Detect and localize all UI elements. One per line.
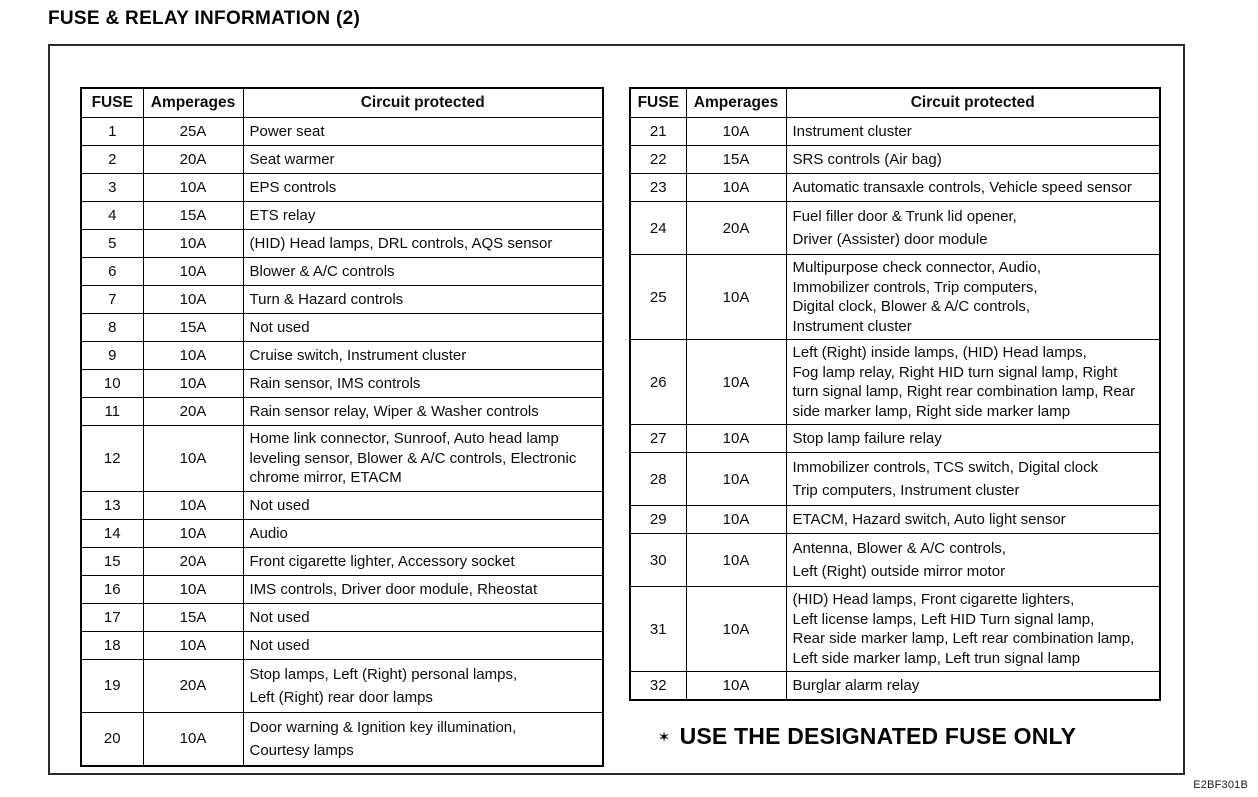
circuit-line: Left (Right) inside lamps, (HID) Head lamps, (792, 344, 1087, 361)
fuse-table-left (80, 87, 604, 767)
circuit-line: Left (Right) outside mirror motor (792, 563, 1006, 580)
fuse-circuit (243, 398, 603, 426)
fuse-number: 6 (81, 258, 143, 286)
fuse-row (630, 587, 1160, 672)
fuse-amperage: 20A (686, 202, 786, 255)
right-column (629, 87, 1161, 750)
fuse-row (630, 146, 1160, 174)
fuse-number: 8 (81, 314, 143, 342)
fuse-number: 31 (630, 587, 686, 672)
fuse-number: 13 (81, 491, 143, 519)
fuse-circuit (786, 453, 1160, 506)
fuse-row (81, 519, 603, 547)
fuse-amperage: 10A (686, 534, 786, 587)
fuse-number: 17 (81, 603, 143, 631)
circuit-line: Instrument cluster (792, 317, 912, 335)
fuse-amperage: 10A (143, 519, 243, 547)
fuse-table-right (629, 87, 1161, 701)
fuse-amperage: 10A (686, 340, 786, 425)
fuse-amperage: 10A (143, 174, 243, 202)
fuse-number: 29 (630, 506, 686, 534)
fuse-circuit (786, 255, 1160, 340)
fuse-row (630, 534, 1160, 587)
fuse-row (630, 118, 1160, 146)
fuse-number: 11 (81, 398, 143, 426)
fuse-row (81, 202, 603, 230)
fuse-number: 32 (630, 672, 686, 701)
circuit-line: Home link connector, Sunroof, Auto head lamp (249, 430, 559, 447)
fuse-circuit (786, 202, 1160, 255)
fuse-amperage: 20A (143, 146, 243, 174)
fuse-circuit (243, 712, 603, 766)
circuit-line: Instrument cluster (792, 123, 912, 140)
column-header-circuit: Circuit protected (243, 88, 603, 118)
fuse-number: 26 (630, 340, 686, 425)
fuse-amperage: 10A (143, 342, 243, 370)
circuit-line: Not used (249, 636, 310, 654)
fuse-row (630, 672, 1160, 701)
fuse-circuit (786, 425, 1160, 453)
circuit-line: Rain sensor, IMS controls (249, 375, 421, 392)
fuse-circuit (243, 202, 603, 230)
fuse-number: 9 (81, 342, 143, 370)
fuse-amperage: 10A (143, 575, 243, 603)
fuse-circuit (786, 587, 1160, 672)
fuse-amperage: 10A (143, 491, 243, 519)
fuse-amperage: 10A (686, 174, 786, 202)
fuse-amperage: 10A (143, 286, 243, 314)
fuse-number: 23 (630, 174, 686, 202)
fuse-row (630, 425, 1160, 453)
fuse-row (81, 398, 603, 426)
star-icon: ✶ (657, 729, 671, 746)
fuse-number: 14 (81, 519, 143, 547)
circuit-line: Rain sensor relay, Wiper & Washer controls (249, 403, 539, 420)
circuit-line: ETACM, Hazard switch, Auto light sensor (792, 511, 1066, 528)
circuit-line: Fog lamp relay, Right HID turn signal lamp, Right (792, 363, 1118, 381)
circuit-line: Automatic transaxle controls, Vehicle speed sensor (792, 179, 1132, 196)
column-header-circuit: Circuit protected (786, 88, 1160, 118)
circuit-line: Door warning & Ignition key illumination, (249, 718, 517, 736)
fuse-row (81, 631, 603, 659)
fuse-amperage: 10A (143, 631, 243, 659)
fuse-row (81, 342, 603, 370)
fuse-row (81, 118, 603, 146)
fuse-row (81, 370, 603, 398)
fuse-row (81, 286, 603, 314)
fuse-row (630, 255, 1160, 340)
page-title: FUSE & RELAY INFORMATION (2) (48, 8, 361, 29)
fuse-number: 21 (630, 118, 686, 146)
fuse-row (630, 453, 1160, 506)
fuse-amperage: 15A (686, 146, 786, 174)
circuit-line: Turn & Hazard controls (249, 291, 404, 308)
fuse-circuit (243, 146, 603, 174)
fuse-amperage: 10A (686, 255, 786, 340)
fuse-circuit (243, 631, 603, 659)
circuit-line: Multipurpose check connector, Audio, (792, 259, 1041, 276)
fuse-row (81, 603, 603, 631)
document-code: E2BF301B (1193, 779, 1248, 791)
fuse-number: 20 (81, 712, 143, 766)
fuse-row (81, 258, 603, 286)
fuse-row (81, 230, 603, 258)
fuse-amperage: 10A (686, 118, 786, 146)
fuse-amperage: 10A (686, 506, 786, 534)
fuse-number: 22 (630, 146, 686, 174)
circuit-line: Not used (249, 496, 310, 514)
fuse-number: 15 (81, 547, 143, 575)
fuse-row (81, 712, 603, 766)
circuit-line: chrome mirror, ETACM (249, 469, 402, 486)
footnote-text: USE THE DESIGNATED FUSE ONLY (679, 723, 1077, 749)
fuse-amperage: 20A (143, 398, 243, 426)
fuse-amperage: 10A (143, 258, 243, 286)
column-header-fuse: FUSE (81, 88, 143, 118)
circuit-line: Blower & A/C controls (249, 263, 395, 280)
fuse-number: 3 (81, 174, 143, 202)
fuse-amperage: 10A (143, 426, 243, 492)
content-frame (48, 44, 1185, 775)
fuse-amperage: 15A (143, 314, 243, 342)
fuse-circuit (786, 672, 1160, 701)
circuit-line: Front cigarette lighter, Accessory socket (249, 552, 515, 570)
fuse-amperage: 25A (143, 118, 243, 146)
fuse-circuit (243, 575, 603, 603)
fuse-row (81, 314, 603, 342)
fuse-row (630, 506, 1160, 534)
fuse-row (81, 174, 603, 202)
fuse-number: 4 (81, 202, 143, 230)
fuse-row (81, 575, 603, 603)
fuse-row (81, 547, 603, 575)
fuse-amperage: 15A (143, 202, 243, 230)
fuse-number: 27 (630, 425, 686, 453)
column-header-amperages: Amperages (686, 88, 786, 118)
fuse-circuit (243, 370, 603, 398)
circuit-line: Trip computers, Instrument cluster (792, 482, 1020, 499)
circuit-line: Stop lamp failure relay (792, 430, 942, 447)
fuse-circuit (786, 146, 1160, 174)
fuse-amperage: 10A (686, 672, 786, 701)
circuit-line: Courtesy lamps (249, 741, 354, 759)
circuit-line: ETS relay (249, 207, 316, 224)
fuse-number: 28 (630, 453, 686, 506)
fuse-amperage: 20A (143, 659, 243, 712)
fuse-row (81, 659, 603, 712)
fuse-circuit (786, 118, 1160, 146)
fuse-amperage: 10A (143, 230, 243, 258)
fuse-number: 16 (81, 575, 143, 603)
circuit-line: Immobilizer controls, TCS switch, Digital clock (792, 459, 1099, 476)
fuse-circuit (243, 258, 603, 286)
circuit-line: Burglar alarm relay (792, 677, 920, 694)
fuse-circuit (243, 659, 603, 712)
circuit-line: (HID) Head lamps, Front cigarette lighters, (792, 591, 1075, 608)
fuse-circuit (243, 603, 603, 631)
circuit-line: Antenna, Blower & A/C controls, (792, 540, 1006, 557)
circuit-line: turn signal lamp, Right rear combination lamp, Rear (792, 383, 1136, 400)
circuit-line: Fuel filler door & Trunk lid opener, (792, 208, 1017, 225)
fuse-row (81, 426, 603, 492)
footnote (629, 723, 1161, 750)
fuse-number: 30 (630, 534, 686, 587)
circuit-line: Cruise switch, Instrument cluster (249, 347, 467, 364)
fuse-number: 10 (81, 370, 143, 398)
circuit-line: Not used (249, 319, 310, 336)
fuse-number: 12 (81, 426, 143, 492)
fuse-number: 18 (81, 631, 143, 659)
circuit-line: Power seat (249, 123, 325, 140)
table-header-row (630, 88, 1160, 118)
fuse-circuit (243, 519, 603, 547)
fuse-amperage: 20A (143, 547, 243, 575)
fuse-row (630, 340, 1160, 425)
column-header-fuse: FUSE (630, 88, 686, 118)
fuse-number: 5 (81, 230, 143, 258)
fuse-row (630, 174, 1160, 202)
fuse-circuit (786, 506, 1160, 534)
fuse-number: 19 (81, 659, 143, 712)
circuit-line: EPS controls (249, 179, 337, 196)
circuit-line: Stop lamps, Left (Right) personal lamps, (249, 665, 518, 683)
fuse-row (81, 491, 603, 519)
table-header-row (81, 88, 603, 118)
circuit-line: SRS controls (Air bag) (792, 151, 942, 168)
fuse-row (630, 202, 1160, 255)
fuse-row (81, 146, 603, 174)
circuit-line: Immobilizer controls, Trip computers, (792, 278, 1038, 296)
fuse-number: 25 (630, 255, 686, 340)
fuse-amperage: 10A (686, 425, 786, 453)
circuit-line: Rear side marker lamp, Left rear combination lamp, (792, 630, 1135, 647)
circuit-line: Not used (249, 608, 310, 626)
fuse-circuit (786, 174, 1160, 202)
circuit-line: Audio (249, 524, 288, 542)
fuse-circuit (243, 230, 603, 258)
fuse-number: 24 (630, 202, 686, 255)
fuse-circuit (243, 118, 603, 146)
circuit-line: IMS controls, Driver door module, Rheostat (249, 580, 538, 598)
fuse-number: 1 (81, 118, 143, 146)
fuse-number: 7 (81, 286, 143, 314)
fuse-circuit (786, 534, 1160, 587)
fuse-circuit (243, 286, 603, 314)
fuse-circuit (243, 547, 603, 575)
fuse-number: 2 (81, 146, 143, 174)
circuit-line: Left license lamps, Left HID Turn signal lamp, (792, 610, 1095, 628)
fuse-amperage: 10A (686, 453, 786, 506)
fuse-circuit (243, 426, 603, 492)
column-header-amperages: Amperages (143, 88, 243, 118)
circuit-line: Left side marker lamp, Left trun signal lamp (792, 649, 1081, 667)
circuit-line: Left (Right) rear door lamps (249, 688, 433, 706)
fuse-circuit (243, 174, 603, 202)
fuse-amperage: 10A (143, 712, 243, 766)
circuit-line: Seat warmer (249, 151, 335, 168)
fuse-amperage: 10A (686, 587, 786, 672)
circuit-line: Driver (Assister) door module (792, 231, 988, 248)
fuse-circuit (243, 314, 603, 342)
circuit-line: side marker lamp, Right side marker lamp (792, 402, 1071, 420)
fuse-amperage: 15A (143, 603, 243, 631)
circuit-line: Digital clock, Blower & A/C controls, (792, 298, 1031, 315)
circuit-line: leveling sensor, Blower & A/C controls, Electronic (249, 449, 577, 467)
fuse-circuit (786, 340, 1160, 425)
fuse-amperage: 10A (143, 370, 243, 398)
fuse-circuit (243, 491, 603, 519)
fuse-circuit (243, 342, 603, 370)
circuit-line: (HID) Head lamps, DRL controls, AQS sensor (249, 235, 553, 252)
